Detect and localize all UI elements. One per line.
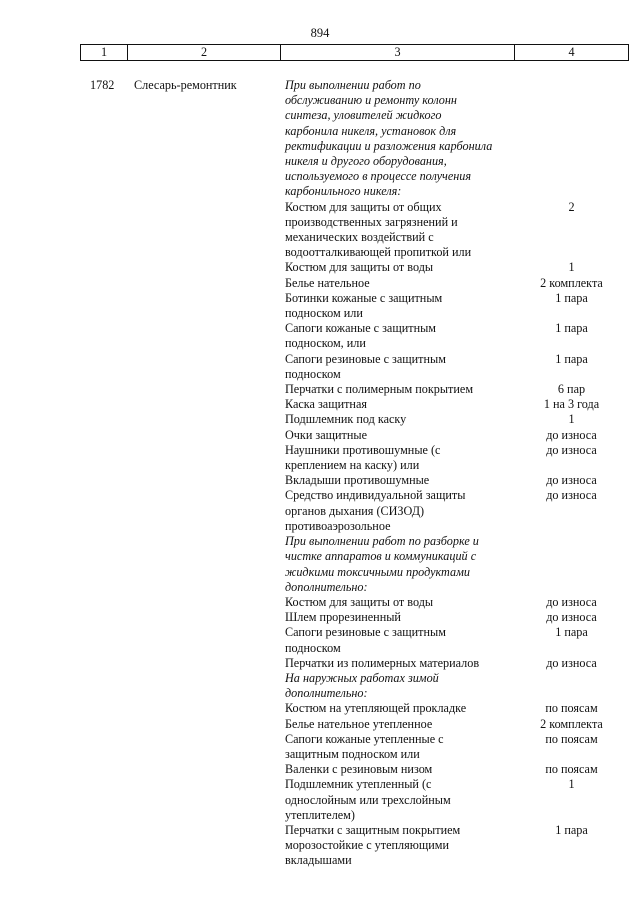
ppe-item-quantity: 1 пара	[555, 822, 588, 837]
ppe-item-name	[285, 488, 515, 534]
ppe-item-name	[285, 260, 515, 275]
ppe-item-quantity: по поясам	[545, 701, 598, 716]
text-line: Каска защитная	[285, 397, 367, 412]
text-line: используемого в процессе получения	[285, 169, 472, 184]
text-line: производственных загрязнений и	[285, 214, 458, 229]
ppe-item-quantity: 1 пара	[555, 290, 588, 305]
ppe-item-row	[285, 200, 628, 261]
ppe-item-row	[285, 321, 628, 351]
ppe-items-list	[285, 78, 628, 869]
text-line: ректификации и разложения карбонила	[285, 138, 493, 153]
text-line: Подшлемник под каску	[285, 412, 407, 427]
ppe-item-row	[285, 412, 628, 427]
text-line: органов дыхания (СИЗОД)	[285, 503, 425, 518]
ppe-item-name	[285, 473, 515, 488]
text-line: Валенки с резиновым низом	[285, 762, 433, 777]
ppe-item-quantity: 1 пара	[555, 625, 588, 640]
text-line: никеля и другого оборудования,	[285, 154, 447, 169]
ppe-item-name	[285, 732, 515, 762]
text-line: Вкладыши противошумные	[285, 473, 430, 488]
section-heading-text	[285, 78, 515, 200]
ppe-item-name	[285, 443, 515, 473]
ppe-item-name	[285, 352, 515, 382]
text-line: Наушники противошумные (с	[285, 442, 441, 457]
text-line: подноском или	[285, 306, 363, 321]
ppe-item-name	[285, 610, 515, 625]
ppe-item-quantity: до износа	[546, 488, 597, 503]
ppe-item-row	[285, 488, 628, 534]
section-heading-text	[285, 534, 515, 595]
ppe-item-row	[285, 397, 628, 412]
ppe-item-quantity: 2 комплекта	[540, 716, 603, 731]
ppe-item-row	[285, 656, 628, 671]
section-heading	[285, 534, 628, 595]
section-heading	[285, 671, 628, 701]
ppe-item-row	[285, 428, 628, 443]
ppe-item-row	[285, 701, 628, 716]
section-heading	[285, 78, 628, 200]
column-header-1: 1	[81, 45, 128, 61]
ppe-item-quantity: 1	[568, 260, 575, 275]
profession-name: Слесарь-ремонтник	[134, 78, 237, 92]
ppe-item-row	[285, 610, 628, 625]
page-number: 894	[310, 26, 330, 40]
ppe-item-row	[285, 473, 628, 488]
ppe-item-quantity: по поясам	[545, 731, 598, 746]
text-line: Сапоги кожаные с защитным	[285, 321, 436, 336]
text-line: Сапоги кожаные утепленные с	[285, 731, 444, 746]
text-line: защитным подноском или	[285, 746, 420, 761]
ppe-item-name	[285, 412, 515, 427]
ppe-item-name	[285, 701, 515, 716]
column-header-4: 4	[515, 45, 629, 61]
text-line: подноском, или	[285, 336, 366, 351]
text-line: Подшлемник утепленный (с	[285, 777, 432, 792]
text-line: При выполнении работ по	[285, 78, 421, 92]
ppe-item-quantity: до износа	[546, 442, 597, 457]
ppe-item-quantity: до износа	[546, 610, 597, 625]
ppe-item-name	[285, 276, 515, 291]
text-line: противоаэрозольное	[285, 518, 391, 533]
ppe-item-quantity: до износа	[546, 427, 597, 442]
ppe-item-row	[285, 260, 628, 275]
ppe-item-row	[285, 777, 628, 823]
ppe-item-name	[285, 428, 515, 443]
ppe-item-name	[285, 595, 515, 610]
column-header-2: 2	[128, 45, 281, 61]
ppe-item-quantity: до износа	[546, 655, 597, 670]
ppe-item-row	[285, 762, 628, 777]
text-line: Костюм на утепляющей прокладке	[285, 701, 467, 716]
text-line: синтеза, уловителей жидкого	[285, 108, 442, 123]
text-line: Костюм для защиты от воды	[285, 594, 434, 609]
text-line: Сапоги резиновые с защитным	[285, 625, 446, 640]
text-line: Перчатки с защитным покрытием	[285, 822, 461, 837]
text-line: Костюм для защиты от воды	[285, 260, 434, 275]
ppe-item-row	[285, 443, 628, 473]
ppe-item-row	[285, 823, 628, 869]
text-line: Средство индивидуальной защиты	[285, 488, 466, 503]
text-line: Белье нательное	[285, 275, 370, 290]
ppe-item-quantity: 2 комплекта	[540, 275, 603, 290]
text-line: Очки защитные	[285, 427, 367, 442]
text-line: карбонильного никеля:	[285, 184, 402, 199]
column-header-row	[81, 45, 629, 61]
text-line: вкладышами	[285, 853, 352, 868]
ppe-item-quantity: 1	[568, 777, 575, 792]
ppe-item-name	[285, 200, 515, 261]
text-line: карбонила никеля, установок для	[285, 123, 457, 138]
ppe-item-name	[285, 382, 515, 397]
text-line: Шлем прорезиненный	[285, 610, 401, 625]
ppe-item-quantity: 1 пара	[555, 351, 588, 366]
ppe-item-quantity: 1 на 3 года	[543, 397, 600, 412]
ppe-item-name	[285, 397, 515, 412]
ppe-item-row	[285, 276, 628, 291]
text-line: однослойным или трехслойным	[285, 792, 451, 807]
ppe-item-name	[285, 321, 515, 351]
ppe-item-name	[285, 762, 515, 777]
ppe-item-name	[285, 777, 515, 823]
ppe-item-row	[285, 291, 628, 321]
ppe-item-quantity: 6 пар	[557, 382, 586, 397]
text-line: Сапоги резиновые с защитным	[285, 351, 446, 366]
ppe-item-row	[285, 732, 628, 762]
ppe-item-row	[285, 382, 628, 397]
text-line: Перчатки из полимерных материалов	[285, 655, 480, 670]
text-line: чистке аппаратов и коммуникаций с	[285, 549, 477, 564]
column-header-3: 3	[281, 45, 515, 61]
text-line: механических воздействий с	[285, 230, 434, 245]
ppe-item-row	[285, 717, 628, 732]
text-line: водоотталкивающей пропиткой или	[285, 245, 472, 260]
text-line: дополнительно:	[285, 579, 368, 594]
ppe-item-name	[285, 656, 515, 671]
ppe-item-row	[285, 595, 628, 610]
text-line: Белье нательное утепленное	[285, 716, 433, 731]
text-line: Ботинки кожаные с защитным	[285, 290, 443, 305]
ppe-item-quantity: 1 пара	[555, 321, 588, 336]
text-line: дополнительно:	[285, 686, 368, 701]
ppe-item-name	[285, 717, 515, 732]
ppe-item-name	[285, 291, 515, 321]
section-heading-text	[285, 671, 515, 701]
text-line: подноском	[285, 640, 341, 655]
column-header-table	[80, 44, 629, 61]
text-line: подноском	[285, 366, 341, 381]
ppe-item-row	[285, 352, 628, 382]
ppe-item-quantity: до износа	[546, 473, 597, 488]
ppe-item-row	[285, 625, 628, 655]
text-line: морозостойкие с утепляющими	[285, 838, 449, 853]
text-line: обслуживанию и ремонту колонн	[285, 93, 457, 108]
ppe-item-quantity: по поясам	[545, 762, 598, 777]
text-line: жидкими токсичными продуктами	[285, 564, 470, 579]
text-line: Перчатки с полимерным покрытием	[285, 382, 474, 397]
ppe-item-quantity: 2	[568, 199, 575, 214]
text-line: При выполнении работ по разборке и	[285, 534, 479, 549]
text-line: Костюм для защиты от общих	[285, 199, 442, 214]
text-line: креплением на каску) или	[285, 458, 420, 473]
ppe-item-name	[285, 823, 515, 869]
entry-number: 1782	[90, 78, 115, 92]
text-line: На наружных работах зимой	[285, 670, 439, 685]
ppe-item-quantity: 1	[568, 412, 575, 427]
ppe-item-quantity: до износа	[546, 594, 597, 609]
text-line: утеплителем)	[285, 807, 355, 822]
ppe-item-name	[285, 625, 515, 655]
